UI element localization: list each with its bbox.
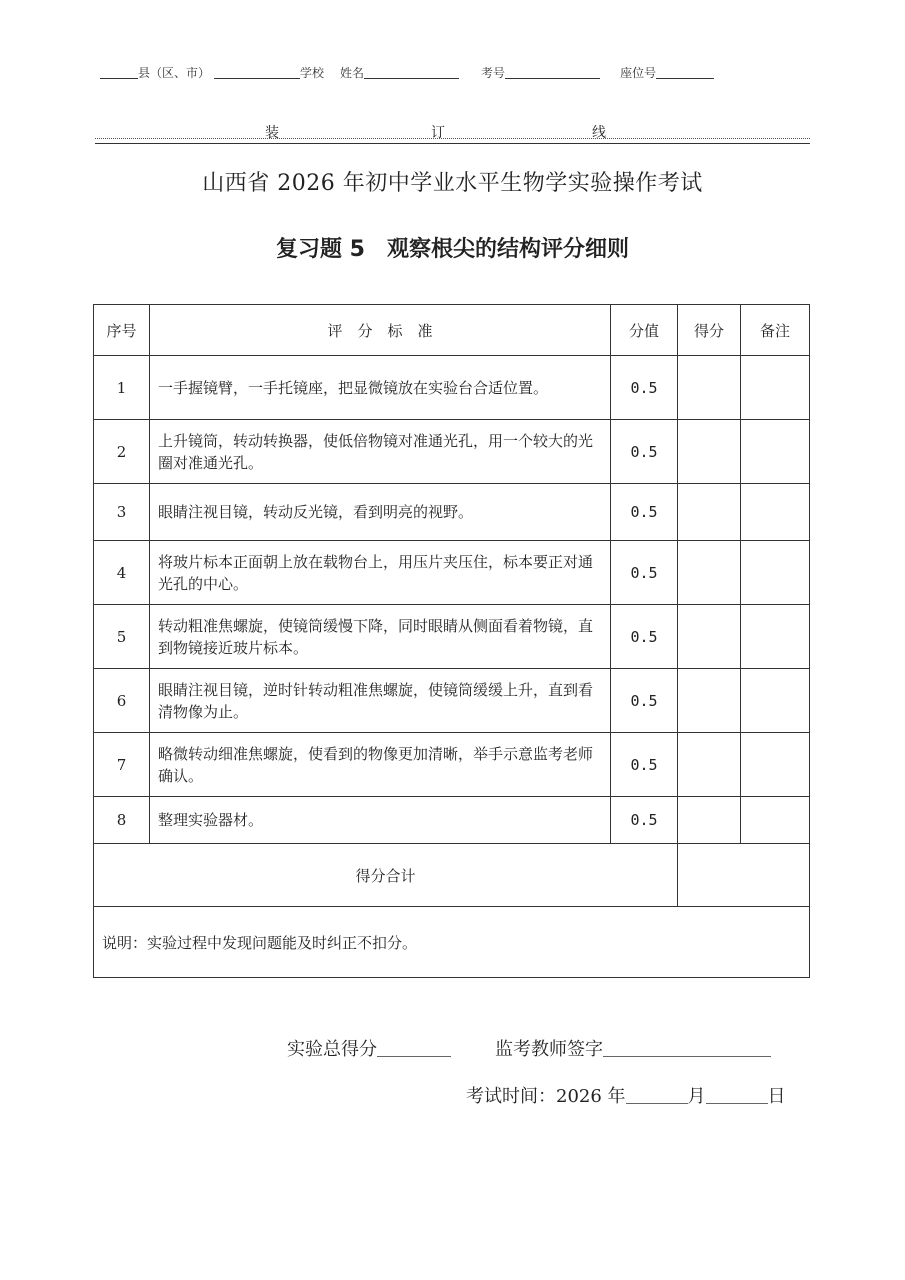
row-criteria: 眼睛注视目镜，逆时针转动粗准焦螺旋，使镜筒缓缓上升，直到看清物像为止。 <box>150 669 611 733</box>
header-earned: 得分 <box>678 305 741 356</box>
binding-rule <box>95 143 810 144</box>
table-row <box>94 356 810 420</box>
table-row <box>94 605 810 669</box>
row-criteria: 将玻片标本正面朝上放在载物台上，用压片夹压住，标本要正对通光孔的中心。 <box>150 541 611 605</box>
row-score: 0.5 <box>611 733 678 797</box>
name-label: 姓名 <box>340 66 365 80</box>
table-row <box>94 420 810 484</box>
note-row <box>94 907 810 978</box>
table-row <box>94 733 810 797</box>
month-blank[interactable] <box>626 1089 688 1104</box>
row-earned-cell[interactable] <box>678 356 741 420</box>
school-blank[interactable] <box>214 66 300 79</box>
row-criteria: 眼睛注视目镜，转动反光镜，看到明亮的视野。 <box>150 484 611 541</box>
county-blank[interactable] <box>100 66 138 79</box>
row-score: 0.5 <box>611 356 678 420</box>
binding-char-xian: 线 <box>592 125 606 141</box>
row-no: 7 <box>94 733 150 797</box>
total-row <box>94 844 810 907</box>
table-row <box>94 541 810 605</box>
header-remark: 备注 <box>741 305 810 356</box>
row-earned-cell[interactable] <box>678 541 741 605</box>
seat-no-label: 座位号 <box>620 66 657 80</box>
row-criteria: 上升镜筒，转动转换器，使低倍物镜对准通光孔，用一个较大的光圈对准通光孔。 <box>150 420 611 484</box>
row-no: 3 <box>94 484 150 541</box>
row-no: 6 <box>94 669 150 733</box>
row-remark-cell[interactable] <box>741 420 810 484</box>
row-remark-cell[interactable] <box>741 605 810 669</box>
binding-line <box>95 120 810 139</box>
header-criteria: 评 分 标 准 <box>150 305 611 356</box>
row-earned-cell[interactable] <box>678 669 741 733</box>
total-score-label: 实验总得分 <box>287 1039 377 1060</box>
month-label: 月 <box>687 1086 706 1107</box>
note-text: 说明：实验过程中发现问题能及时纠正不扣分。 <box>94 907 810 978</box>
invigilator-label: 监考教师签字 <box>495 1039 603 1060</box>
row-no: 1 <box>94 356 150 420</box>
row-score: 0.5 <box>611 484 678 541</box>
row-score: 0.5 <box>611 797 678 844</box>
header-score: 分值 <box>611 305 678 356</box>
row-criteria: 一手握镜臂，一手托镜座，把显微镜放在实验台合适位置。 <box>150 356 611 420</box>
scoring-table <box>93 304 810 978</box>
exam-no-blank[interactable] <box>505 66 600 79</box>
row-score: 0.5 <box>611 605 678 669</box>
day-blank[interactable] <box>706 1089 768 1104</box>
header-no: 序号 <box>94 305 150 356</box>
row-earned-cell[interactable] <box>678 797 741 844</box>
total-label: 得分合计 <box>94 844 678 907</box>
row-earned-cell[interactable] <box>678 605 741 669</box>
row-criteria: 略微转动细准焦螺旋，使看到的物像更加清晰，举手示意监考老师确认。 <box>150 733 611 797</box>
table-row <box>94 484 810 541</box>
row-score: 0.5 <box>611 669 678 733</box>
exam-date-line <box>466 1082 786 1108</box>
total-score-cell[interactable] <box>678 844 810 907</box>
binding-char-ding: 订 <box>431 125 445 141</box>
row-remark-cell[interactable] <box>741 733 810 797</box>
table-row <box>94 797 810 844</box>
row-no: 4 <box>94 541 150 605</box>
invigilator-signature-blank[interactable] <box>603 1042 771 1057</box>
row-remark-cell[interactable] <box>741 541 810 605</box>
row-no: 2 <box>94 420 150 484</box>
exam-no-label: 考号 <box>481 66 506 80</box>
rubric-title: 复习题 5 观察根尖的结构评分细则 <box>276 237 629 262</box>
row-criteria: 整理实验器材。 <box>150 797 611 844</box>
row-no: 5 <box>94 605 150 669</box>
seat-no-blank[interactable] <box>656 66 714 79</box>
score-signature-line <box>287 1035 771 1061</box>
row-remark-cell[interactable] <box>741 797 810 844</box>
table-row <box>94 669 810 733</box>
row-remark-cell[interactable] <box>741 669 810 733</box>
name-blank[interactable] <box>364 66 459 79</box>
exam-title: 山西省 2026 年初中学业水平生物学实验操作考试 <box>202 171 703 196</box>
row-earned-cell[interactable] <box>678 420 741 484</box>
binding-char-zhuang: 装 <box>265 125 279 141</box>
row-criteria: 转动粗准焦螺旋，使镜筒缓慢下降，同时眼睛从侧面看着物镜，直到物镜接近玻片标本。 <box>150 605 611 669</box>
candidate-info-line <box>100 64 800 81</box>
row-remark-cell[interactable] <box>741 356 810 420</box>
table-header-row <box>94 305 810 356</box>
county-label: 县（区、市） <box>138 66 211 80</box>
row-score: 0.5 <box>611 420 678 484</box>
row-earned-cell[interactable] <box>678 484 741 541</box>
row-earned-cell[interactable] <box>678 733 741 797</box>
day-label: 日 <box>767 1086 786 1107</box>
total-score-blank[interactable] <box>377 1042 451 1057</box>
exam-time-label: 考试时间：2026 年 <box>466 1086 626 1107</box>
row-score: 0.5 <box>611 541 678 605</box>
school-label: 学校 <box>300 66 325 80</box>
row-remark-cell[interactable] <box>741 484 810 541</box>
row-no: 8 <box>94 797 150 844</box>
